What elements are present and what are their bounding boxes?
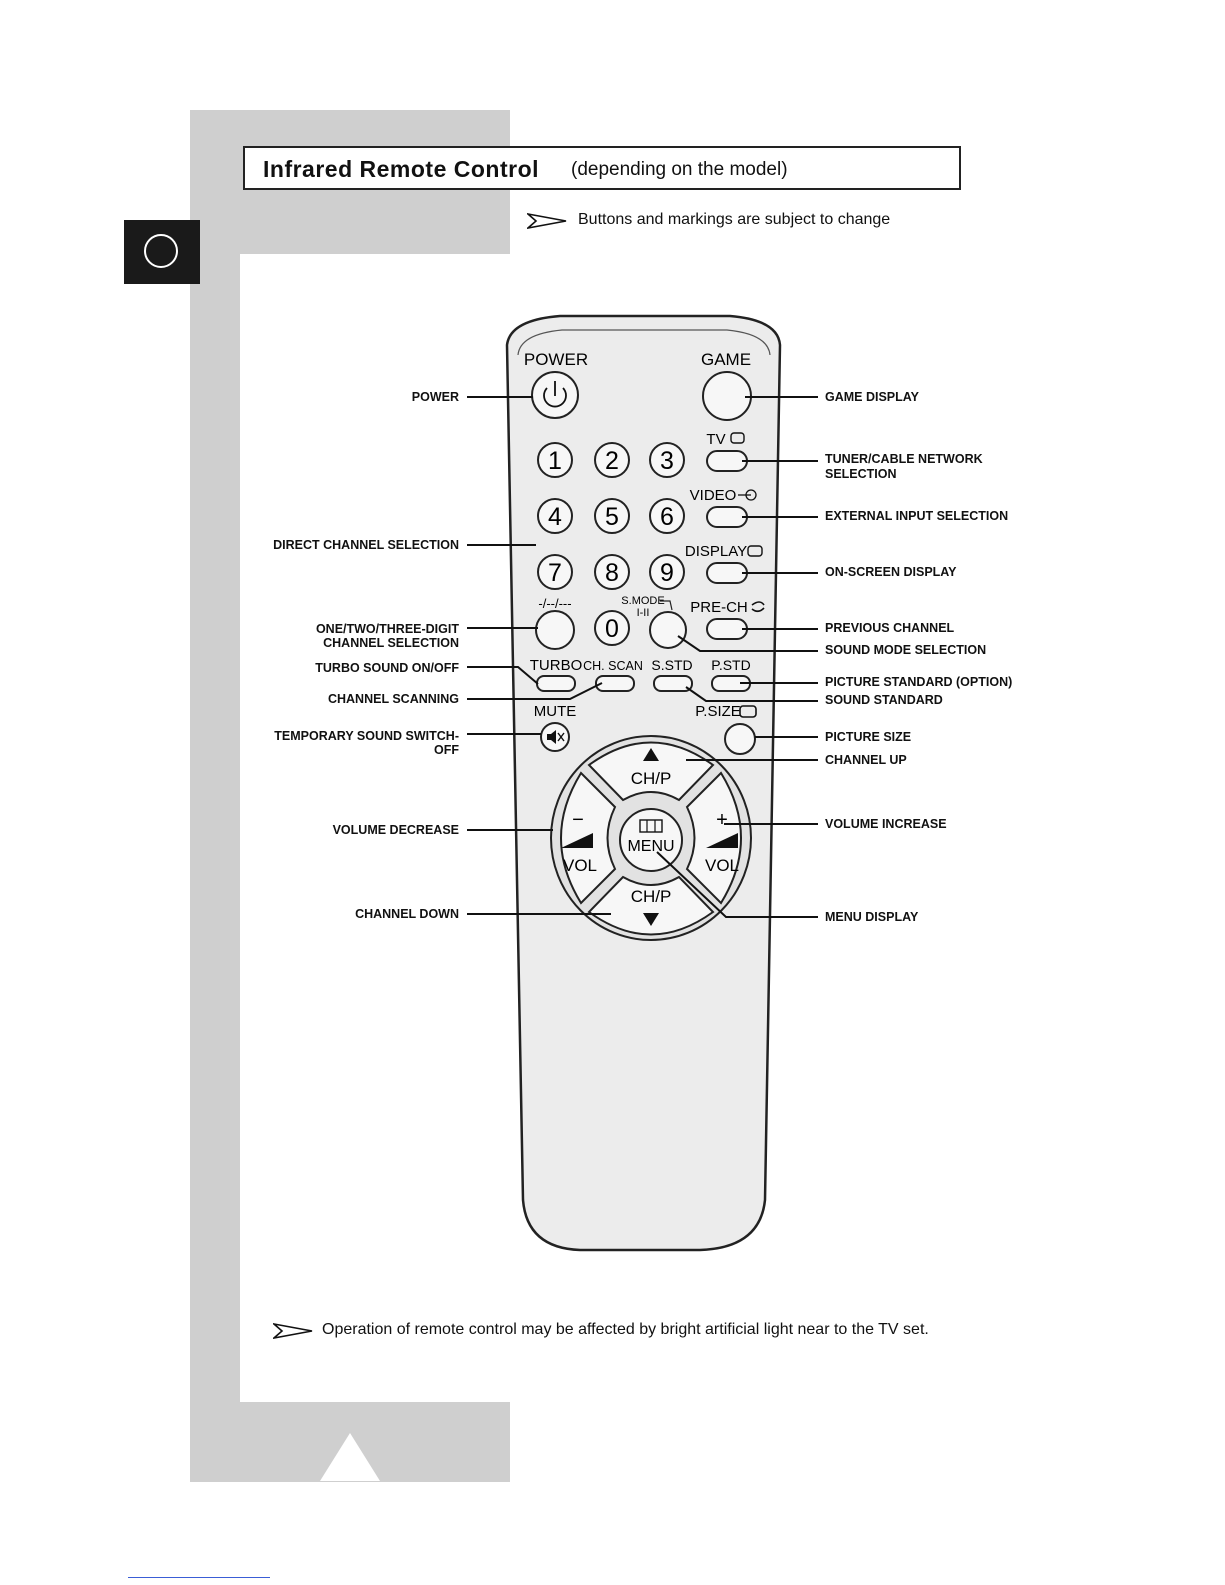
- label-power: POWER: [411, 390, 459, 404]
- smode-sub-text: I-II: [636, 607, 650, 619]
- smode-text: S.MODE: [621, 595, 665, 607]
- label-mute-line1: TEMPORARY SOUND SWITCH-: [274, 729, 459, 743]
- label-prev: PREVIOUS CHANNEL: [825, 621, 955, 635]
- digit-9-text: 9: [660, 559, 674, 587]
- prech-button[interactable]: [707, 619, 747, 639]
- mute-text: MUTE: [533, 703, 577, 720]
- psize-button[interactable]: [725, 724, 755, 754]
- turbo-text: TURBO: [529, 657, 583, 674]
- psize-text: P.SIZE: [695, 703, 741, 720]
- label-menu: MENU DISPLAY: [825, 910, 919, 924]
- pstd-text: P.STD: [711, 657, 751, 673]
- digit-4-text: 4: [548, 503, 562, 531]
- ch-down-text: CH/P: [630, 887, 672, 906]
- label-external: EXTERNAL INPUT SELECTION: [825, 509, 1009, 523]
- game-button[interactable]: [703, 372, 751, 420]
- digit-mode-button[interactable]: [536, 611, 574, 649]
- menu-text: MENU: [627, 838, 675, 855]
- video-text: VIDEO: [689, 487, 737, 504]
- page-title: Infrared Remote Control: [263, 156, 540, 182]
- video-button[interactable]: [707, 507, 747, 527]
- prech-text: PRE-CH: [690, 599, 748, 616]
- tv-button[interactable]: [707, 451, 747, 471]
- digit-8-text: 8: [605, 559, 619, 587]
- note-top: Buttons and markings are subject to change: [578, 211, 891, 228]
- smode-button[interactable]: [650, 612, 686, 648]
- digit-1-text: 1: [548, 447, 562, 475]
- vol-up-text: VOL: [704, 856, 740, 875]
- power-text: POWER: [523, 350, 589, 369]
- sstd-text: S.STD: [651, 657, 693, 673]
- label-game: GAME DISPLAY: [825, 390, 920, 404]
- label-scan: CHANNEL SCANNING: [327, 692, 459, 706]
- digit-mode-text: -/--/---: [538, 596, 572, 611]
- vol-down-text: VOL: [562, 856, 598, 875]
- label-tuner-line2: SELECTION: [825, 467, 897, 481]
- page-subtitle: (depending on the model): [571, 159, 788, 180]
- label-digit-line2: CHANNEL SELECTION: [323, 636, 459, 650]
- label-sstd: SOUND STANDARD: [825, 693, 943, 707]
- label-smode: SOUND MODE SELECTION: [825, 643, 987, 657]
- turbo-button[interactable]: [537, 676, 575, 691]
- label-mute-line2: OFF: [434, 743, 459, 757]
- note-arrow-bottom-icon: [273, 1322, 313, 1340]
- label-vol-down: VOLUME DECREASE: [332, 823, 459, 837]
- label-tuner-line1: TUNER/CABLE NETWORK: [825, 452, 983, 466]
- digit-3-text: 3: [660, 447, 674, 475]
- digit-0-text: 0: [605, 615, 619, 643]
- label-direct-channel: DIRECT CHANNEL SELECTION: [273, 538, 459, 552]
- sstd-button[interactable]: [654, 676, 692, 691]
- digit-7-text: 7: [548, 559, 562, 587]
- digit-6-text: 6: [660, 503, 674, 531]
- plus-text: +: [716, 809, 728, 831]
- chscan-text: CH. SCAN: [583, 659, 643, 673]
- label-digit-line1: ONE/TWO/THREE-DIGIT: [315, 622, 459, 636]
- note-bottom: Operation of remote control may be affected by bright artificial light near to the TV set.: [322, 1321, 929, 1338]
- label-osd: ON-SCREEN DISPLAY: [825, 565, 957, 579]
- label-ch-up: CHANNEL UP: [825, 753, 907, 767]
- minus-text: −: [572, 809, 584, 831]
- ch-up-text: CH/P: [630, 769, 672, 788]
- label-psize: PICTURE SIZE: [825, 730, 912, 744]
- display-button[interactable]: [707, 563, 747, 583]
- footer-rule: [128, 1577, 270, 1578]
- game-text: GAME: [700, 350, 752, 369]
- digit-5-text: 5: [605, 503, 619, 531]
- label-pstd: PICTURE STANDARD (OPTION): [825, 675, 1013, 689]
- display-text: DISPLAY: [684, 543, 748, 560]
- label-ch-down: CHANNEL DOWN: [355, 907, 459, 921]
- label-turbo: TURBO SOUND ON/OFF: [315, 661, 459, 675]
- digit-2-text: 2: [605, 447, 619, 475]
- tv-text: TV: [706, 431, 726, 448]
- label-vol-up: VOLUME INCREASE: [825, 817, 947, 831]
